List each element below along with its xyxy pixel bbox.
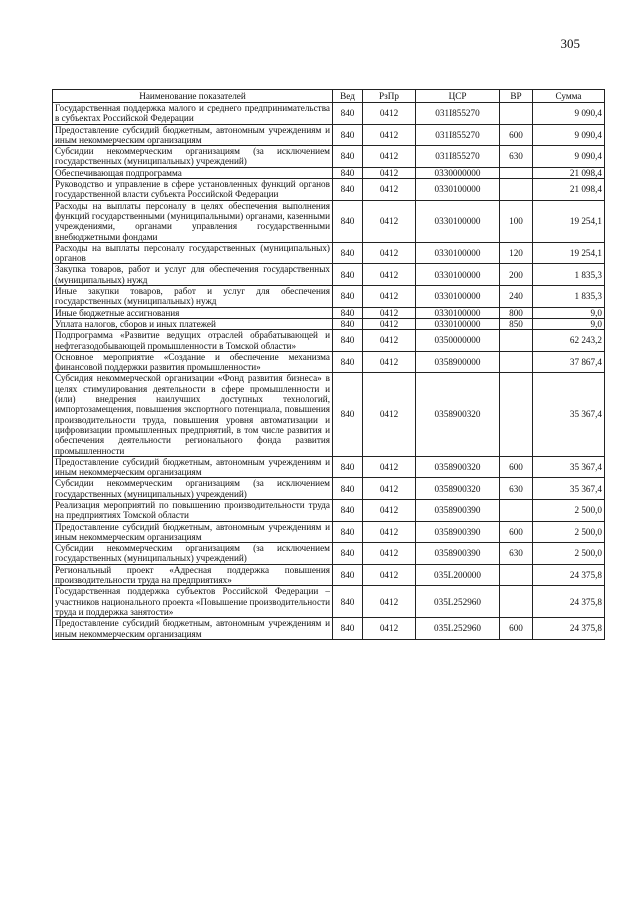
cell-csr: 031I855270 [416,146,500,168]
cell-sum: 9 090,4 [533,146,605,168]
header-name: Наименование показателей [53,90,333,103]
cell-sum: 9 090,4 [533,124,605,146]
cell-vr: 120 [500,242,533,264]
budget-table [52,89,605,640]
cell-vr [500,564,533,586]
cell-rzpr: 0412 [363,124,416,146]
table-row [53,307,605,318]
cell-rzpr: 0412 [363,521,416,543]
cell-rzpr: 0412 [363,351,416,373]
table-row [53,521,605,543]
table-row [53,242,605,264]
cell-name: Иные закупки товаров, работ и услуг для обеспечения государственных (муниципальных) нужд [53,286,333,308]
cell-ved: 840 [333,586,363,618]
cell-csr: 0330100000 [416,200,500,242]
cell-sum: 2 500,0 [533,521,605,543]
cell-csr: 0330100000 [416,242,500,264]
cell-vr: 600 [500,124,533,146]
cell-rzpr: 0412 [363,200,416,242]
cell-csr: 0358900390 [416,521,500,543]
cell-csr: 0358900390 [416,499,500,521]
cell-sum: 35 367,4 [533,456,605,478]
cell-ved: 840 [333,200,363,242]
cell-ved: 840 [333,103,363,125]
cell-name: Подпрограмма «Развитие ведущих отраслей обрабатывающей и нефтегазодобывающей промышленности в Томской области» [53,330,333,352]
table-row [53,478,605,500]
table-row [53,351,605,373]
cell-ved: 840 [333,318,363,329]
cell-sum: 24 375,8 [533,586,605,618]
cell-ved: 840 [333,264,363,286]
cell-csr: 0330100000 [416,264,500,286]
cell-csr: 0350000000 [416,330,500,352]
cell-ved: 840 [333,478,363,500]
cell-csr: 0358900390 [416,543,500,565]
cell-name: Субсидии некоммерческим организациям (за исключением государственных (муниципальных) учреждений) [53,146,333,168]
cell-sum: 24 375,8 [533,564,605,586]
table-row [53,330,605,352]
cell-sum: 9 090,4 [533,103,605,125]
cell-ved: 840 [333,242,363,264]
cell-ved: 840 [333,521,363,543]
cell-sum: 1 835,3 [533,286,605,308]
cell-sum: 1 835,3 [533,264,605,286]
cell-rzpr: 0412 [363,242,416,264]
cell-name: Руководство и управление в сфере установленных функций органов государственной власти субъекта Российской Федерации [53,179,333,201]
cell-sum: 24 375,8 [533,618,605,640]
header-ved: Вед [333,90,363,103]
cell-ved: 840 [333,179,363,201]
cell-name: Реализация мероприятий по повышению производительности труда на предприятиях Томской области [53,499,333,521]
cell-rzpr: 0412 [363,478,416,500]
cell-csr: 035L252960 [416,618,500,640]
header-rzpr: РзПр [363,90,416,103]
cell-csr: 0358900000 [416,351,500,373]
cell-name: Предоставление субсидий бюджетным, автономным учреждениям и иным некоммерческим организациям [53,456,333,478]
table-row [53,179,605,201]
cell-csr: 035L200000 [416,564,500,586]
cell-vr: 630 [500,543,533,565]
cell-rzpr: 0412 [363,307,416,318]
cell-sum: 35 367,4 [533,478,605,500]
cell-sum: 2 500,0 [533,499,605,521]
cell-ved: 840 [333,351,363,373]
table-row [53,318,605,329]
header-sum: Сумма [533,90,605,103]
cell-rzpr: 0412 [363,103,416,125]
cell-vr: 800 [500,307,533,318]
table-row [53,167,605,178]
cell-name: Расходы на выплаты персоналу в целях обеспечения выполнения функций государственными (муниципальными) органами, казенными учреждениями, органами управления государственными внебюджетными фондами [53,200,333,242]
cell-name: Предоставление субсидий бюджетным, автономным учреждениям и иным некоммерческим организациям [53,618,333,640]
cell-sum: 21 098,4 [533,179,605,201]
cell-vr [500,499,533,521]
cell-ved: 840 [333,167,363,178]
page-number: 305 [560,36,580,51]
cell-rzpr: 0412 [363,286,416,308]
cell-rzpr: 0412 [363,318,416,329]
cell-rzpr: 0412 [363,264,416,286]
cell-vr [500,351,533,373]
cell-sum: 37 867,4 [533,351,605,373]
cell-rzpr: 0412 [363,330,416,352]
cell-vr [500,103,533,125]
cell-name: Расходы на выплаты персоналу государственных (муниципальных) органов [53,242,333,264]
cell-rzpr: 0412 [363,564,416,586]
cell-name: Закупка товаров, работ и услуг для обеспечения государственных (муниципальных) нужд [53,264,333,286]
cell-vr: 200 [500,264,533,286]
cell-ved: 840 [333,564,363,586]
cell-ved: 840 [333,307,363,318]
cell-ved: 840 [333,146,363,168]
cell-csr: 035L252960 [416,586,500,618]
table-row [53,499,605,521]
cell-name: Уплата налогов, сборов и иных платежей [53,318,333,329]
cell-csr: 0358900320 [416,478,500,500]
cell-vr: 600 [500,521,533,543]
cell-ved: 840 [333,286,363,308]
cell-csr: 0330100000 [416,179,500,201]
cell-csr: 031I855270 [416,103,500,125]
cell-csr: 0358900320 [416,373,500,456]
cell-ved: 840 [333,618,363,640]
cell-rzpr: 0412 [363,179,416,201]
cell-name: Региональный проект «Адресная поддержка повышения производительности труда на предприятиях» [53,564,333,586]
cell-sum: 35 367,4 [533,373,605,456]
table-row [53,543,605,565]
cell-ved: 840 [333,499,363,521]
cell-sum: 2 500,0 [533,543,605,565]
cell-csr: 0330100000 [416,286,500,308]
table-row [53,564,605,586]
table-row [53,618,605,640]
cell-name: Субсидии некоммерческим организациям (за исключением государственных (муниципальных) учреждений) [53,543,333,565]
cell-vr [500,330,533,352]
cell-rzpr: 0412 [363,543,416,565]
cell-ved: 840 [333,373,363,456]
cell-csr: 0330100000 [416,318,500,329]
cell-sum: 62 243,2 [533,330,605,352]
cell-ved: 840 [333,330,363,352]
table-row [53,103,605,125]
cell-sum: 9,0 [533,318,605,329]
cell-sum: 19 254,1 [533,242,605,264]
table-row [53,124,605,146]
table-row [53,373,605,456]
cell-csr: 0330000000 [416,167,500,178]
cell-rzpr: 0412 [363,586,416,618]
cell-rzpr: 0412 [363,146,416,168]
cell-vr [500,586,533,618]
cell-name: Субсидия некоммерческой организации «Фонд развития бизнеса» в целях стимулирования деятельности в сфере промышленности и (или) внедрения наилучших доступных технологий, импортозамещения, повышения экспортного потенциала, повышения производительности труда, повышения уровня автоматизации и цифровизации промышленных предприятий, в том числе развития и обеспечения деятельности регионального фонда развития промышленности [53,373,333,456]
cell-name: Основное мероприятие «Создание и обеспечение механизма финансовой поддержки развития промышленности» [53,351,333,373]
cell-sum: 9,0 [533,307,605,318]
cell-name: Обеспечивающая подпрограмма [53,167,333,178]
cell-csr: 0330100000 [416,307,500,318]
cell-vr [500,179,533,201]
cell-csr: 0358900320 [416,456,500,478]
cell-name: Государственная поддержка малого и среднего предпринимательства в субъектах Российской Федерации [53,103,333,125]
table-row [53,456,605,478]
cell-vr: 240 [500,286,533,308]
table-row [53,200,605,242]
cell-name: Предоставление субсидий бюджетным, автономным учреждениям и иным некоммерческим организациям [53,124,333,146]
cell-rzpr: 0412 [363,618,416,640]
cell-name: Иные бюджетные ассигнования [53,307,333,318]
cell-sum: 19 254,1 [533,200,605,242]
cell-csr: 031I855270 [416,124,500,146]
cell-rzpr: 0412 [363,167,416,178]
cell-vr: 600 [500,618,533,640]
cell-vr [500,167,533,178]
table-row [53,264,605,286]
cell-ved: 840 [333,124,363,146]
cell-rzpr: 0412 [363,456,416,478]
table-row [53,286,605,308]
cell-vr: 630 [500,146,533,168]
table-row [53,146,605,168]
cell-vr: 600 [500,456,533,478]
cell-ved: 840 [333,456,363,478]
cell-ved: 840 [333,543,363,565]
cell-name: Субсидии некоммерческим организациям (за исключением государственных (муниципальных) учреждений) [53,478,333,500]
table-row [53,586,605,618]
cell-sum: 21 098,4 [533,167,605,178]
cell-rzpr: 0412 [363,499,416,521]
cell-vr: 630 [500,478,533,500]
cell-name: Государственная поддержка субъектов Российской Федерации – участников национального проекта «Повышение производительности труда и поддержка занятости» [53,586,333,618]
cell-vr [500,373,533,456]
cell-vr: 100 [500,200,533,242]
cell-vr: 850 [500,318,533,329]
table-header-row [53,90,605,103]
header-vr: ВР [500,90,533,103]
cell-rzpr: 0412 [363,373,416,456]
table-body [53,103,605,640]
header-csr: ЦСР [416,90,500,103]
cell-name: Предоставление субсидий бюджетным, автономным учреждениям и иным некоммерческим организациям [53,521,333,543]
